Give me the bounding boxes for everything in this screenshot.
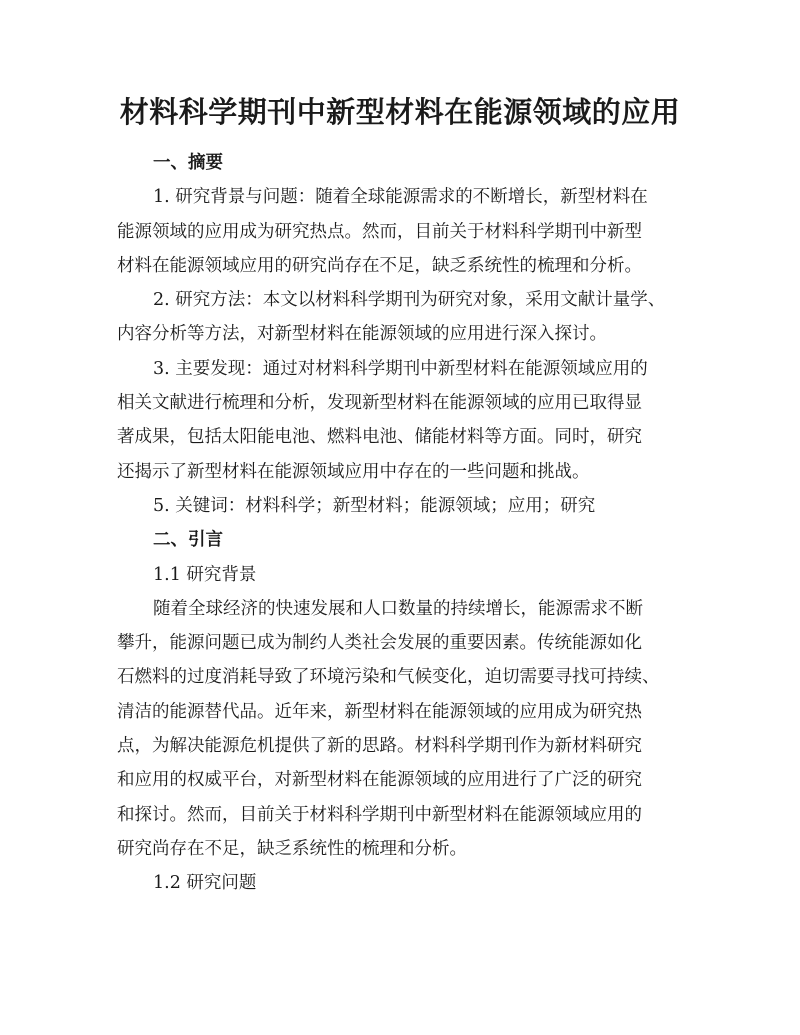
document-body bbox=[117, 146, 697, 901]
abstract-item-3-line: 相关文献进行梳理和分析，发现新型材料在能源领域的应用已取得显 bbox=[117, 393, 642, 414]
abstract-item-3-line: 著成果，包括太阳能电池、燃料电池、储能材料等方面。同时，研究 bbox=[117, 427, 642, 448]
abstract-item-3-line: 还揭示了新型材料在能源领域应用中存在的一些问题和挑战。 bbox=[117, 461, 590, 482]
abstract-item-3-line: 3. 主要发现：通过对材料科学期刊中新型材料在能源领域应用的 bbox=[153, 358, 648, 379]
section-heading-abstract: 一、摘要 bbox=[153, 153, 223, 173]
document-title: 材料科学期刊中新型材料在能源领域的应用 bbox=[119, 95, 681, 129]
abstract-item-1-line: 材料在能源领域应用的研究尚存在不足，缺乏系统性的梳理和分析。 bbox=[117, 255, 642, 276]
abstract-item-1-line: 能源领域的应用成为研究热点。然而，目前关于材料科学期刊中新型 bbox=[117, 221, 642, 242]
background-paragraph-line: 研究尚存在不足，缺乏系统性的梳理和分析。 bbox=[117, 838, 467, 859]
abstract-item-1-line: 1. 研究背景与问题：随着全球能源需求的不断增长，新型材料在 bbox=[153, 187, 648, 208]
subsection-heading-background: 1.1 研究背景 bbox=[153, 564, 257, 585]
background-paragraph-line: 和应用的权威平台，对新型材料在能源领域的应用进行了广泛的研究 bbox=[117, 770, 642, 791]
background-paragraph-line: 和探讨。然而，目前关于材料科学期刊中新型材料在能源领域应用的 bbox=[117, 804, 642, 825]
background-paragraph-line: 清洁的能源替代品。近年来，新型材料在能源领域的应用成为研究热 bbox=[117, 701, 642, 722]
abstract-keywords-line: 5. 关键词：材料科学；新型材料；能源领域；应用；研究 bbox=[153, 495, 596, 516]
abstract-item-2-line: 2. 研究方法：本文以材料科学期刊为研究对象，采用文献计量学、 bbox=[153, 290, 666, 311]
background-paragraph-line: 点，为解决能源危机提供了新的思路。材料科学期刊作为新材料研究 bbox=[117, 736, 642, 757]
abstract-item-2-line: 内容分析等方法，对新型材料在能源领域的应用进行深入探讨。 bbox=[117, 324, 607, 345]
background-paragraph-line: 石燃料的过度消耗导致了环境污染和气候变化，迫切需要寻找可持续、 bbox=[117, 667, 660, 688]
section-heading-intro: 二、引言 bbox=[153, 530, 223, 551]
background-paragraph-line: 随着全球经济的快速发展和人口数量的持续增长，能源需求不断 bbox=[153, 598, 643, 619]
subsection-heading-research-question: 1.2 研究问题 bbox=[153, 873, 257, 894]
background-paragraph-line: 攀升，能源问题已成为制约人类社会发展的重要因素。传统能源如化 bbox=[117, 633, 642, 654]
